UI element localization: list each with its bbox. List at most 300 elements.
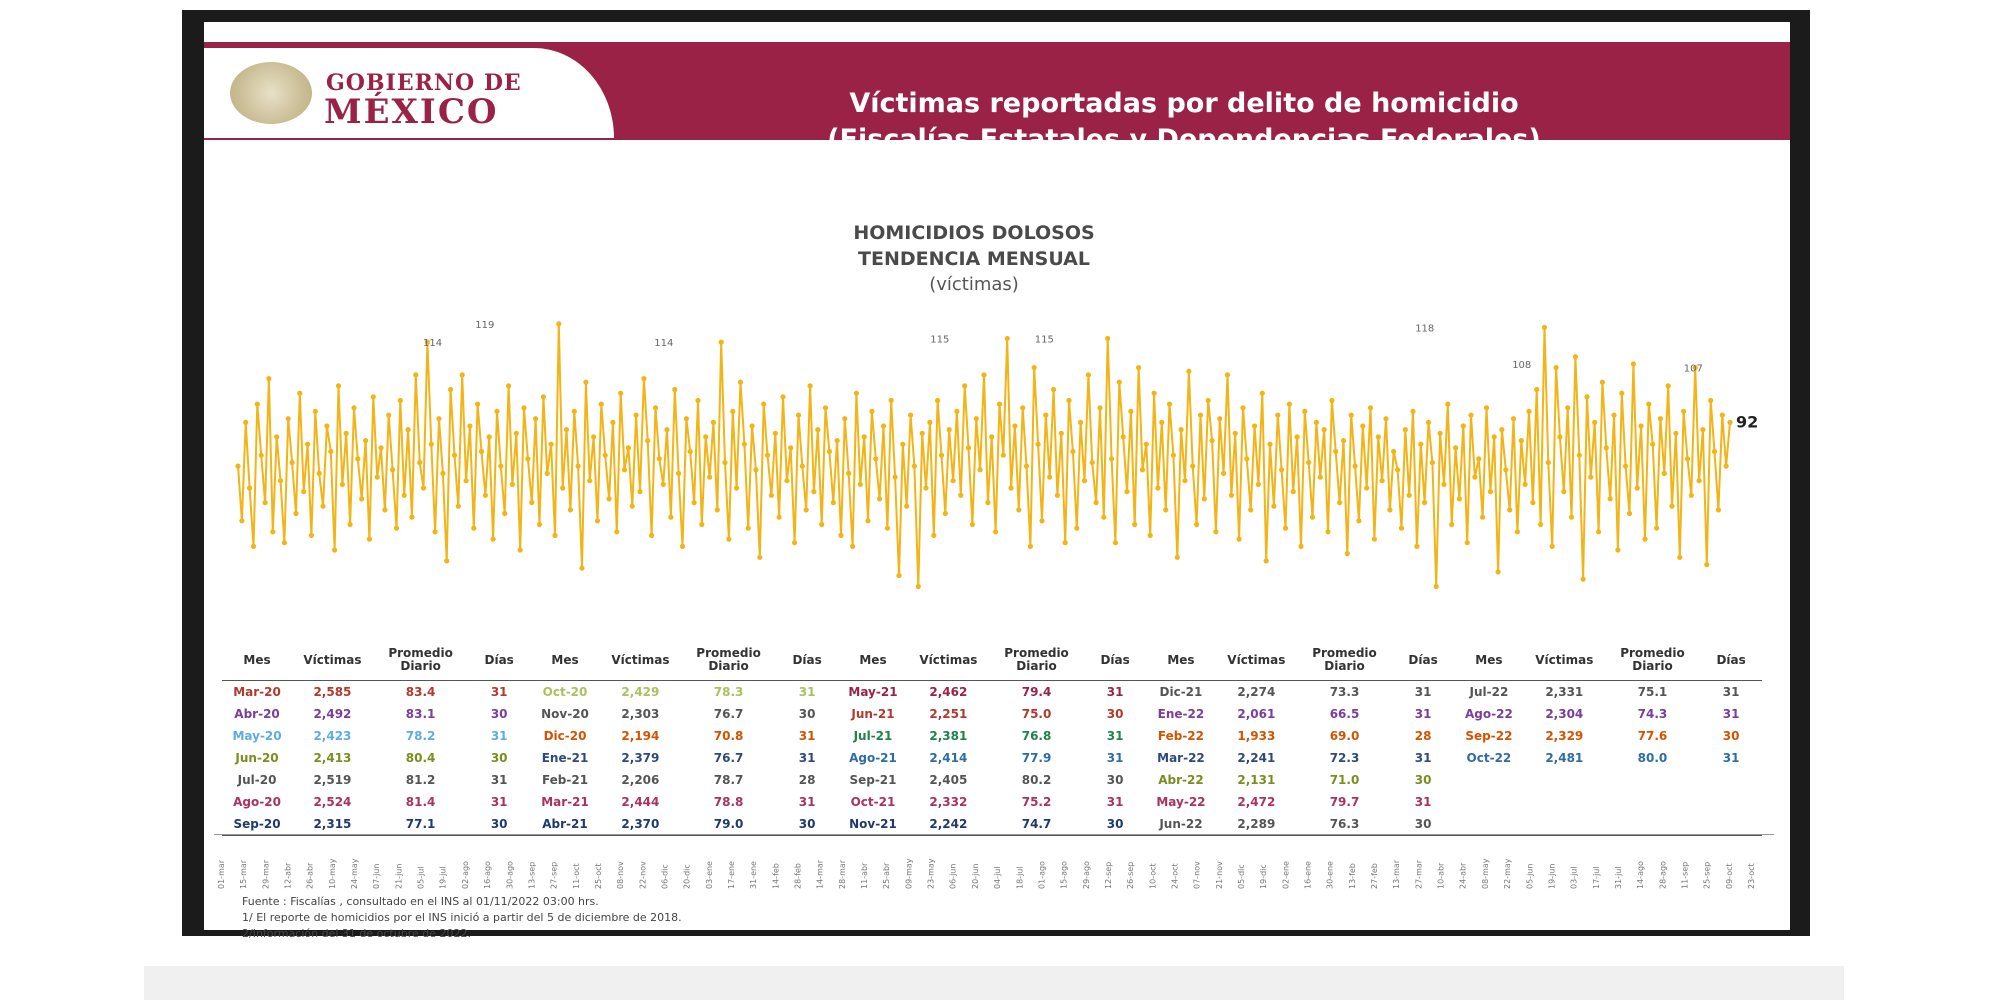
data-point [1144,442,1149,447]
table-cell-dias: 30 [1106,707,1124,721]
data-point [1213,529,1218,534]
table-cell-dias: 28 [798,773,816,787]
data-point [1333,449,1338,454]
data-point [1380,478,1385,483]
data-point [1523,482,1528,487]
data-point [328,449,333,454]
data-point [966,445,971,450]
data-point [664,427,669,432]
data-point [1465,540,1470,545]
table-cell-dias: 31 [1106,685,1124,699]
data-point [378,445,383,450]
x-tick-label: 31-jul [1614,866,1623,889]
x-tick-label: 10-abr [1436,862,1446,889]
table-cell-mes: Abr-21 [530,813,600,836]
x-tick-label: 19-dic [1259,864,1269,889]
data-point [568,507,573,512]
x-tick-label: 09-may [904,858,914,889]
table-cell-mes: Jun-22 [1146,813,1216,836]
data-point [514,431,519,436]
data-point [750,423,755,428]
data-point [1403,427,1408,432]
data-point [1210,438,1215,443]
data-point [1248,507,1253,512]
x-tick-label: 04-jul [993,866,1003,889]
data-point [765,453,770,458]
data-point [873,456,878,461]
table-cell-victimas: 2,413 [313,751,352,765]
x-tick-label: 28-mar [837,859,847,889]
data-point [862,434,867,439]
data-point [1712,449,1717,454]
table-row [222,813,1762,836]
data-point [1306,460,1311,465]
table-cell-victimas: 2,423 [313,729,352,743]
data-point [1619,391,1624,396]
data-point [1554,365,1559,370]
x-tick-label: 30-ago [505,861,515,889]
data-point [1233,431,1238,436]
x-tick-label: 11-abr [860,862,869,889]
table-cell-mes: Mar-20 [233,685,281,699]
table-cell-mes: Ago-22 [1465,707,1513,721]
footer-notes [242,894,682,942]
data-point [444,558,449,563]
data-point [637,489,642,494]
peak-label: 119 [475,319,495,331]
data-point [433,529,438,534]
data-point [1472,475,1477,480]
data-point [989,434,994,439]
data-point [846,471,851,476]
data-point [541,394,546,399]
peak-label: 115 [930,334,950,346]
data-point [243,420,248,425]
data-point [1063,540,1068,545]
table-cell-mes: Feb-22 [1157,729,1205,743]
x-tick-label: 05-jun [1525,863,1535,889]
table-cell-mes: Jun-21 [851,707,895,721]
table-cell-victimas: 2,289 [1216,813,1297,836]
x-tick-label: 27-mar [1414,859,1424,889]
table-header-cell: Víctimas [1216,640,1297,681]
data-point [305,442,310,447]
table-cell-mes: Sep-22 [1465,729,1513,743]
data-point [962,383,967,388]
data-point [1604,445,1609,450]
data-point [734,485,739,490]
x-tick-label: 25-oct [594,863,603,889]
data-point [286,416,291,421]
seal-icon [230,62,312,124]
table-cell-promedio: 75.2 [1021,795,1052,809]
table-cell-dias [1700,791,1762,813]
table-cell-mes: May-21 [848,685,898,699]
data-point [900,442,905,447]
data-point [1217,416,1222,421]
data-point [518,547,523,552]
data-point [1708,398,1713,403]
table-cell-promedio: 76.7 [713,751,744,765]
x-tick-label: 22-nov [638,861,648,889]
table-cell-dias: 31 [1106,729,1124,743]
data-point [363,438,368,443]
data-point [923,485,928,490]
table-cell-dias: 31 [798,751,816,765]
x-tick-label: 21-nov [1214,861,1224,889]
data-point [1206,398,1211,403]
data-point [491,537,496,542]
data-point [634,413,639,418]
data-point [498,464,503,469]
table-cell-promedio: 72.3 [1329,751,1360,765]
data-point [1353,464,1358,469]
data-point [487,434,492,439]
data-point [464,478,469,483]
data-point [348,522,353,527]
data-point [251,544,256,549]
table-cell-dias: 31 [1106,751,1124,765]
data-point [657,456,662,461]
data-point [494,409,499,414]
data-point [649,533,654,538]
data-point [858,482,863,487]
data-point [1592,420,1597,425]
x-tick-label: 15-mar [239,859,249,889]
peak-label: 114 [654,338,674,350]
data-point [429,442,434,447]
data-point [1109,456,1114,461]
table-cell-victimas: 2,585 [313,685,352,699]
data-point [367,537,372,542]
data-point [1662,471,1667,476]
data-point [877,496,882,501]
data-point [537,522,542,527]
data-point [390,467,395,472]
data-point [1036,442,1041,447]
data-point [1028,544,1033,549]
data-point [402,493,407,498]
data-point [1511,416,1516,421]
data-point [282,540,287,545]
data-point [1086,372,1091,377]
data-point [599,402,604,407]
data-point [1507,507,1512,512]
chart-title-block [764,220,1184,298]
table-cell-promedio: 78.3 [713,685,744,699]
table-cell-mes [1454,769,1524,791]
data-point [1399,526,1404,531]
x-tick-label: 23-oct [1747,863,1756,889]
table-cell-dias: 31 [490,795,508,809]
x-tick-label: 05-dic [1237,864,1246,889]
data-point [780,394,785,399]
x-tick-label: 30-ene [1325,861,1335,889]
data-point [1128,409,1133,414]
data-point [1677,555,1682,560]
table-cell-victimas: 2,061 [1237,707,1276,721]
data-point [1148,533,1153,538]
data-point [1264,558,1269,563]
data-point [1078,420,1083,425]
data-point [1720,413,1725,418]
data-point [1581,577,1586,582]
data-point [730,409,735,414]
table-cell-promedio: 75.0 [1021,707,1052,721]
data-point [850,544,855,549]
data-point [1291,489,1296,494]
data-point [1519,438,1524,443]
table-cell-mes: Oct-20 [542,685,588,699]
table-cell-dias [1700,769,1762,791]
data-point [351,405,356,410]
x-tick-label: 19-jul [438,866,448,889]
data-point [1438,431,1443,436]
data-point [943,511,948,516]
data-point [1136,365,1141,370]
table-cell-promedio: 77.9 [1021,751,1052,765]
table-cell-mes: Nov-20 [541,707,589,721]
data-point [993,529,998,534]
data-point [1194,522,1199,527]
table-header-cell: Víctimas [1524,640,1605,681]
gov-line-1: GOBIERNO DE [326,70,522,96]
trend-chart [230,292,1760,632]
data-point [406,427,411,432]
data-point [842,416,847,421]
table-cell-promedio [1605,769,1701,791]
table-row [222,769,1762,791]
data-point [1005,336,1010,341]
data-point [235,464,240,469]
data-point [1341,438,1346,443]
data-point [684,416,689,421]
data-point [1349,413,1354,418]
x-tick-label: 10-may [327,858,337,889]
x-tick-label: 18-jul [1015,866,1025,889]
table-header-cell: Promedio Diario [1297,640,1393,681]
data-point [827,449,832,454]
data-point [1646,402,1651,407]
data-point [1047,475,1052,480]
x-tick-label: 14-ago [1636,861,1646,889]
table-cell-victimas: 2,462 [929,685,968,699]
table-cell-promedio: 83.4 [405,685,436,699]
data-point [769,493,774,498]
data-point [1584,394,1589,399]
x-tick-label: 16-ene [1303,861,1313,889]
data-point [1434,584,1439,589]
data-point [1577,453,1582,458]
data-point [1681,409,1686,414]
data-point [881,423,886,428]
data-point [417,460,422,465]
data-point [1186,369,1191,374]
x-tick-label: 12-abr [283,862,293,889]
peak-label: 115 [1034,334,1054,346]
title-line-1: Víctimas reportadas por delito de homicidio [849,88,1519,119]
data-point [1252,423,1257,428]
table-cell-dias: 31 [1722,751,1740,765]
table-header-cell: Víctimas [600,640,681,681]
data-point [1441,482,1446,487]
data-point [645,438,650,443]
data-point [699,522,704,527]
data-point [1364,485,1369,490]
data-point [927,420,932,425]
x-tick-label: 02-ene [1281,861,1291,889]
table-cell-promedio: 75.1 [1637,685,1668,699]
table-cell-dias: 30 [1392,813,1454,836]
data-point [607,496,612,501]
data-point [386,413,391,418]
table-cell-victimas: 2,304 [1545,707,1584,721]
data-point [719,340,724,345]
data-point [297,391,302,396]
table-cell-dias: 31 [490,685,508,699]
data-point [398,398,403,403]
data-point [1457,496,1462,501]
date-axis [214,834,1774,897]
data-point [460,372,465,377]
data-point [1325,529,1330,534]
chart-title: HOMICIDIOS DOLOSOS [853,222,1095,244]
data-point [1666,383,1671,388]
gov-line-2: MÉXICO [324,92,499,132]
x-tick-label: 02-ago [460,861,470,889]
table-cell-promedio: 81.2 [405,773,436,787]
data-point [1009,485,1014,490]
table-cell-dias: 31 [1722,685,1740,699]
data-point [576,464,581,469]
data-point [409,515,414,520]
data-point [773,431,778,436]
table-cell-victimas: 2,524 [313,795,352,809]
data-point [1090,460,1095,465]
data-point [1298,544,1303,549]
table-header-cell: Víctimas [292,640,373,681]
data-point [958,493,963,498]
data-point [1001,453,1006,458]
x-tick-label: 12-sep [1104,861,1113,889]
data-point [1704,562,1709,567]
x-tick-label: 13-sep [527,861,537,889]
data-point [1237,537,1242,542]
data-point [560,485,565,490]
data-point [1449,522,1454,527]
data-point [1534,387,1539,392]
data-point [552,533,557,538]
data-point [703,434,708,439]
data-point [626,445,631,450]
table-cell-dias: 30 [490,751,508,765]
data-point [1256,482,1261,487]
table-cell-victimas: 2,241 [1237,751,1276,765]
data-point [1244,456,1249,461]
table-cell-promedio: 76.7 [713,707,744,721]
title-line-2: (Fiscalías Estatales y Dependencias Federales) [827,124,1541,155]
table-cell-victimas: 2,381 [929,729,968,743]
table-cell-mes: Ene-21 [541,751,589,765]
x-tick-label: 15-ago [1059,861,1069,889]
data-point [359,496,364,501]
data-point [1229,493,1234,498]
data-point [440,471,445,476]
data-point [1275,413,1280,418]
data-point [869,409,874,414]
data-point [1542,325,1547,330]
table-header-cell: Mes [1454,640,1524,681]
data-point [746,526,751,531]
table-cell-victimas: 2,303 [621,707,660,721]
data-point [448,387,453,392]
table-cell-mes: Jul-22 [1469,685,1509,699]
x-tick-label: 24-oct [1170,863,1180,889]
table-cell-mes: Oct-22 [1466,751,1512,765]
data-point [1488,489,1493,494]
data-point [394,526,399,531]
data-point [823,405,828,410]
data-point [1329,398,1334,403]
data-point [796,413,801,418]
table-cell-victimas: 2,492 [313,707,352,721]
data-point [1240,405,1245,410]
data-point [1020,405,1025,410]
table-cell-dias: 30 [776,813,838,836]
table-cell-dias: 31 [490,773,508,787]
data-point [1113,540,1118,545]
x-tick-label: 06-jun [948,863,958,889]
table-row [222,791,1762,813]
data-point [630,504,635,509]
data-point [1190,464,1195,469]
table-row [222,725,1762,747]
data-point [893,475,898,480]
data-point [293,511,298,516]
table-cell-dias: 30 [1722,729,1740,743]
data-point [1024,464,1029,469]
data-point [916,584,921,589]
data-point [761,402,766,407]
data-point [1414,544,1419,549]
data-point [1322,427,1327,432]
peak-label: 114 [423,338,443,350]
data-point [1179,427,1184,432]
table-cell-dias: 31 [1414,751,1432,765]
table-header-cell: Días [1700,640,1762,681]
data-point [1673,431,1678,436]
data-point [1051,387,1056,392]
data-point [935,398,940,403]
table-cell-promedio: 77.6 [1637,729,1668,743]
data-point [1055,493,1060,498]
slide [204,22,1790,940]
data-point [1260,391,1265,396]
data-point [1082,478,1087,483]
data-point [1287,402,1292,407]
x-tick-label: 24-abr [1458,862,1468,889]
data-point [1445,402,1450,407]
peak-label: 108 [1512,360,1532,371]
data-point [266,376,271,381]
data-point [1155,485,1160,490]
x-tick-label: 28-feb [793,863,803,889]
data-point [1669,504,1674,509]
data-point [263,500,268,505]
data-point [344,431,349,436]
data-point [1070,449,1075,454]
table-cell-victimas: 1,933 [1237,729,1276,743]
